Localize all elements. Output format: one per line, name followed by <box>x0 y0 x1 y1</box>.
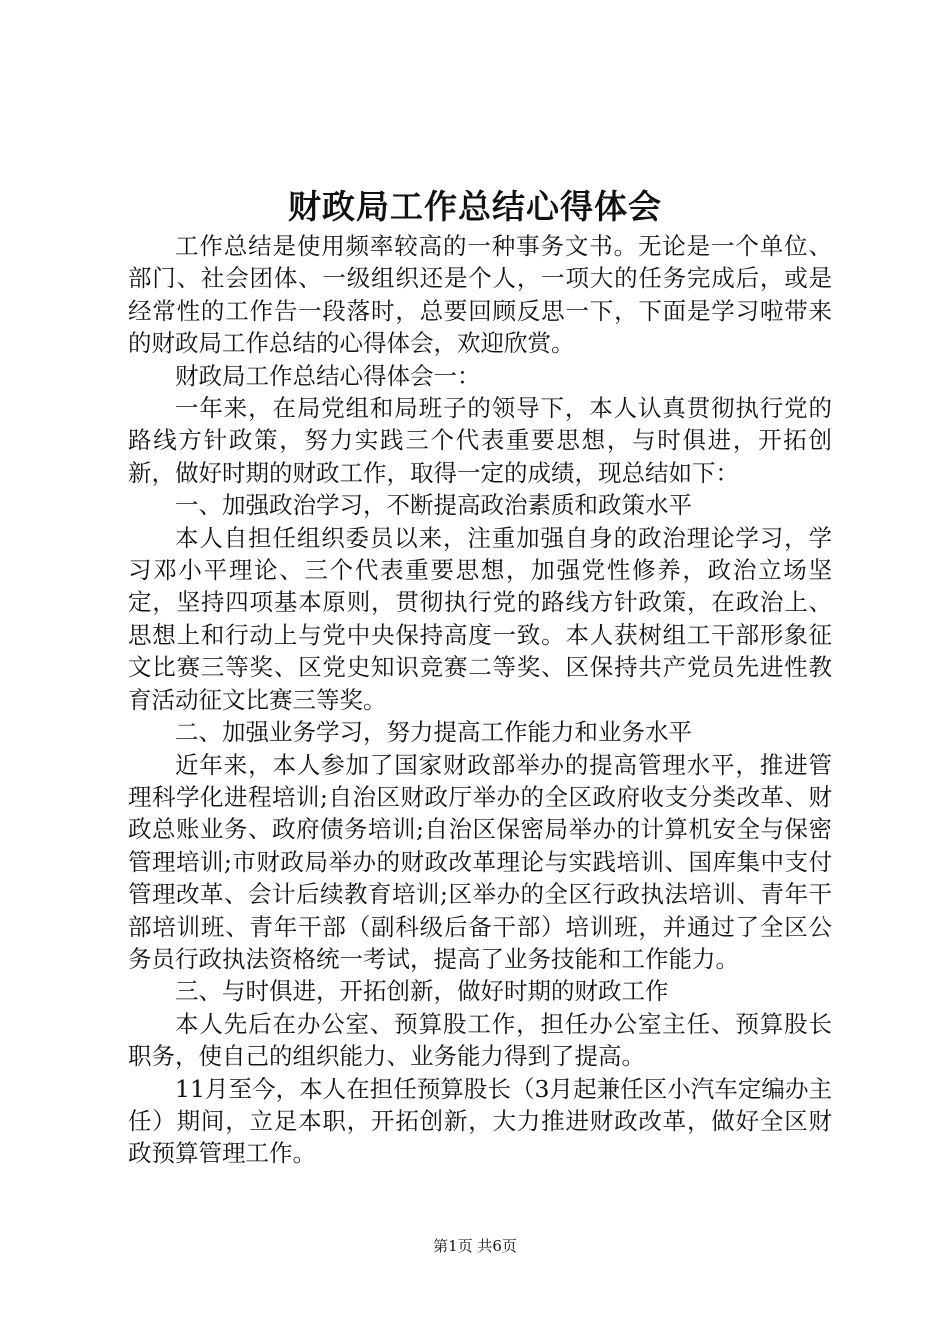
section-heading-3: 三、与时俱进，开拓创新，做好时期的财政工作 <box>175 977 669 1006</box>
page-title: 财政局工作总结心得体会 <box>288 187 662 226</box>
summary-paragraph: 一年来，在局党组和局班子的领导下，本人认真贯彻执行党的路线方针政策，努力实践三个代表重要思想，与时俱进，开拓创新，做好时期的财政工作，取得一定的成绩，现总结如下： <box>128 394 832 487</box>
body-paragraph-1: 本人自担任组织委员以来，注重加强自身的政治理论学习，学习邓小平理论、三个代表重要思想，加强党性修养，政治立场坚定，坚持四项基本原则，贯彻执行党的路线方针政策，在政治上、思想上和行动上与党中央保持高度一致。本人获树组工干部形象征文比赛三等奖、区党史知识竞赛二等奖、区保持共产党员先进性教育活动征文比赛三等奖。 <box>128 523 832 714</box>
intro-paragraph: 工作总结是使用频率较高的一种事务文书。无论是一个单位、部门、社会团体、一级组织还是个人，一项大的任务完成后，或是经常性的工作告一段落时，总要回顾反思一下，下面是学习啦带来的财政局工作总结的心得体会，欢迎欣赏。 <box>128 232 832 358</box>
page-footer: 第1页 共6页 <box>433 1237 517 1255</box>
body-paragraph-2: 近年来，本人参加了国家财政部举办的提高管理水平，推进管理科学化进程培训;自治区财政厅举办的全区政府收支分类改革、财政总账业务、政府债务培训;自治区保密局举办的计算机安全与保密管理培训;市财政局举办的财政改革理论与实践培训、国库集中支付管理改革、会计后续教育培训;区举办的全区行政执法培训、青年干部培训班、青年干部（副科级后备干部）培训班，并通过了全区公务员行政执法资格统一考试，提高了业务技能和工作能力。 <box>128 750 832 973</box>
body-paragraph-4: 11月至今，本人在担任预算股长（3月起兼任区小汽车定编办主任）期间，立足本职，开拓创新，大力推进财政改革，做好全区财政预算管理工作。 <box>128 1074 832 1168</box>
document-body <box>128 230 832 1170</box>
section-heading-2: 二、加强业务学习，努力提高工作能力和业务水平 <box>175 718 692 747</box>
section-heading-part-one: 财政局工作总结心得体会一： <box>175 361 481 390</box>
section-heading-1: 一、加强政治学习，不断提高政治素质和政策水平 <box>175 491 692 520</box>
body-paragraph-3: 本人先后在办公室、预算股工作，担任办公室主任、预算股长职务，使自己的组织能力、业务能力得到了提高。 <box>128 1009 832 1071</box>
